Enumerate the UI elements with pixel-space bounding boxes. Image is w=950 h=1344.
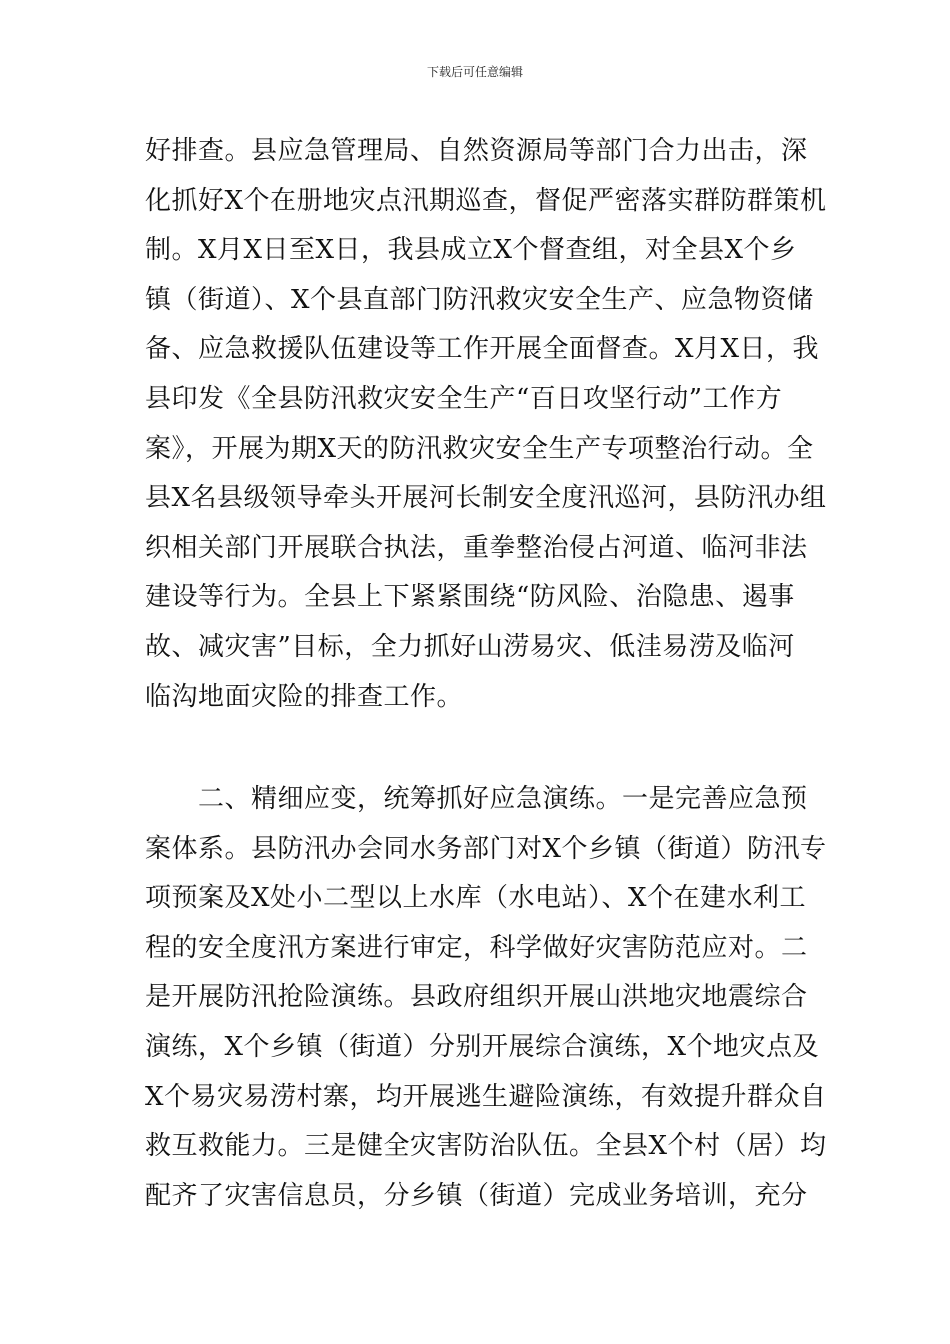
page-header: 下载后可任意编辑 — [426, 65, 523, 79]
text-line: 演练，X个乡镇（街道）分别开展综合演练，X个地灾点及 — [145, 1031, 820, 1062]
text-line: 配齐了灾害信息员，分乡镇（街道）完成业务培训，充分 — [145, 1180, 808, 1211]
text-line: 是开展防汛抢险演练。县政府组织开展山洪地灾地震综合 — [145, 982, 808, 1013]
text-line: 项预案及X处小二型以上水库（水电站）、X个在建水利工 — [145, 883, 807, 914]
text-line: 备、应急救援队伍建设等工作开展全面督查。X月X日，我 — [145, 334, 820, 365]
text-line: 化抓好X个在册地灾点汛期巡查，督促严密落实群防群策机 — [145, 185, 827, 216]
text-line: 镇（街道）、X个县直部门防汛救灾安全生产、应急物资储 — [145, 284, 814, 315]
text-line: 救互救能力。三是健全灾害防治队伍。全县X个村（居）均 — [145, 1131, 827, 1162]
text-line: 好排查。县应急管理局、自然资源局等部门合力出击，深 — [145, 136, 808, 166]
text-line: 县X名县级领导牵头开展河长制安全度汛巡河，县防汛办组 — [145, 483, 827, 514]
text-line: 二、精细应变，统筹抓好应急演练。一是完善应急预 — [145, 784, 808, 814]
text-line: 制。X月X日至X日，我县成立X个督查组，对全县X个乡 — [145, 235, 797, 266]
text-line: 案》，开展为期X天的防汛救灾安全生产专项整治行动。全 — [145, 433, 814, 464]
text-line: 案体系。县防汛办会同水务部门对X个乡镇（街道）防汛专 — [145, 833, 827, 864]
text-line: 织相关部门开展联合执法，重拳整治侵占河道、临河非法 — [145, 532, 808, 563]
text-line: 程的安全度汛方案进行审定，科学做好灾害防范应对。二 — [145, 932, 808, 963]
text-line: 县印发《全县防汛救灾安全生产“百日攻坚行动”工作方 — [145, 383, 783, 414]
text-line: 临沟地面灾险的排查工作。 — [145, 681, 464, 712]
text-line: 建设等行为。全县上下紧紧围绕“防风险、治隐患、遏事 — [145, 582, 795, 613]
text-line: 故、减灾害”目标，全力抓好山涝易灾、低洼易涝及临河 — [145, 631, 795, 662]
paragraph-2 — [145, 775, 827, 1221]
text-line: X个易灾易涝村寨，均开展逃生避险演练，有效提升群众自 — [145, 1081, 827, 1112]
paragraph-1 — [145, 127, 827, 722]
